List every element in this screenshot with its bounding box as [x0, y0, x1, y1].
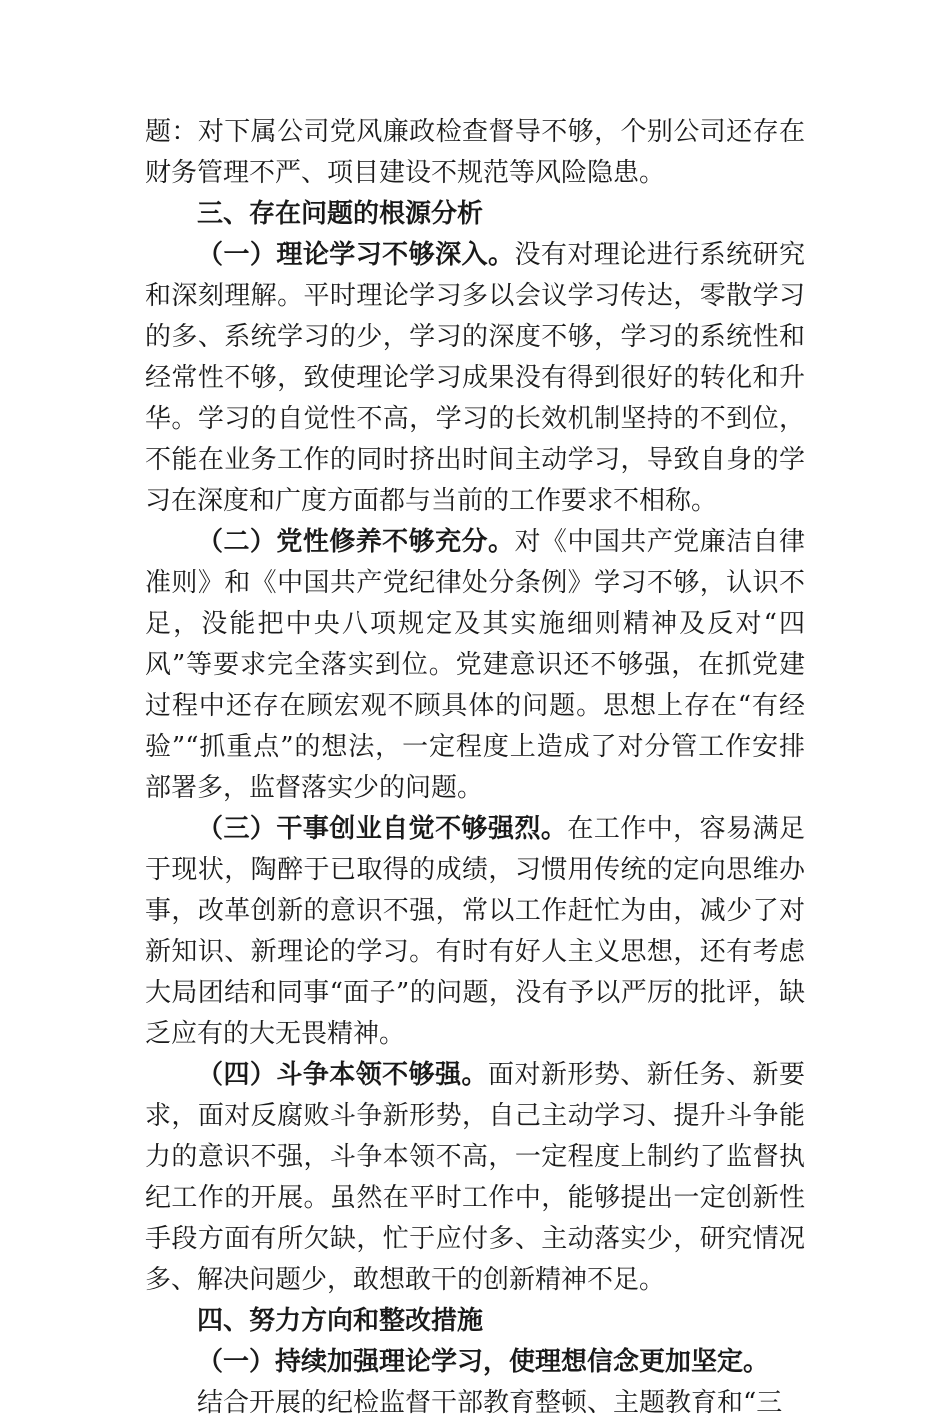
- item-lead-1: （一）理论学习不够深入。: [197, 240, 515, 270]
- item-body-4: 面对新形势、新任务、新要求，面对反腐败斗争新形势，自己主动学习、提升斗争能力的意识不强，斗争本领不高，一定程度上制约了监督执纪工作的开展。虽然在平时工作中，能够提出一定创新性手段方面有所欠缺，忙于应付多、主动落实少，研究情况多、解决问题少，敢想敢干的创新精神不足。: [145, 1060, 805, 1295]
- item-lead-4: （四）斗争本领不够强。: [197, 1060, 488, 1090]
- paragraph-continued: 题：对下属公司党风廉政检查督导不够，个别公司还存在财务管理不严、项目建设不规范等风险隐患。: [145, 117, 805, 188]
- item-body-1: 没有对理论进行系统研究和深刻理解。平时理论学习多以会议学习传达，零散学习的多、系统学习的少，学习的深度不够，学习的系统性和经常性不够，致使理论学习成果没有得到很好的转化和升华。学习的自觉性不高，学习的长效机制坚持的不到位，不能在业务工作的同时挤出时间主动学习，导致自身的学习在深度和广度方面都与当前的工作要求不相称。: [145, 240, 805, 516]
- document-body: [145, 112, 805, 1424]
- item-body-3: 在工作中，容易满足于现状，陶醉于已取得的成绩，习惯用传统的定向思维办事，改革创新的意识不强，常以工作赶忙为由，减少了对新知识、新理论的学习。有时有好人主义思想，还有考虑大局团结和同事“面子”的问题，没有予以严厉的批评，缺乏应有的大无畏精神。: [145, 814, 805, 1049]
- paragraph-item-2: [145, 522, 805, 809]
- item-lead-2: （二）党性修养不够充分。: [197, 527, 515, 557]
- paragraph-item-1: [145, 235, 805, 522]
- subheading-1: （一）持续加强理论学习，使理想信念更加坚定。: [197, 1347, 770, 1377]
- section-heading-3: 三、存在问题的根源分析: [197, 199, 484, 229]
- item-lead-3: （三）干事创业自觉不够强烈。: [197, 814, 568, 844]
- paragraph-item-4: [145, 1055, 805, 1301]
- paragraph-item-3: [145, 809, 805, 1055]
- item-body-2: 对《中国共产党廉洁自律准则》和《中国共产党纪律处分条例》学习不够，认识不足，没能把中央八项规定及其实施细则精神及反对“四风”等要求完全落实到位。党建意识还不够强，在抓党建过程中还存在顾宏观不顾具体的问题。思想上存在“有经验”“抓重点”的想法，一定程度上造成了对分管工作安排部署多，监督落实少的问题。: [145, 527, 805, 803]
- paragraph-last: 结合开展的纪检监督干部教育整顿、主题教育和“三: [197, 1388, 783, 1418]
- section-heading-4: 四、努力方向和整改措施: [197, 1306, 484, 1336]
